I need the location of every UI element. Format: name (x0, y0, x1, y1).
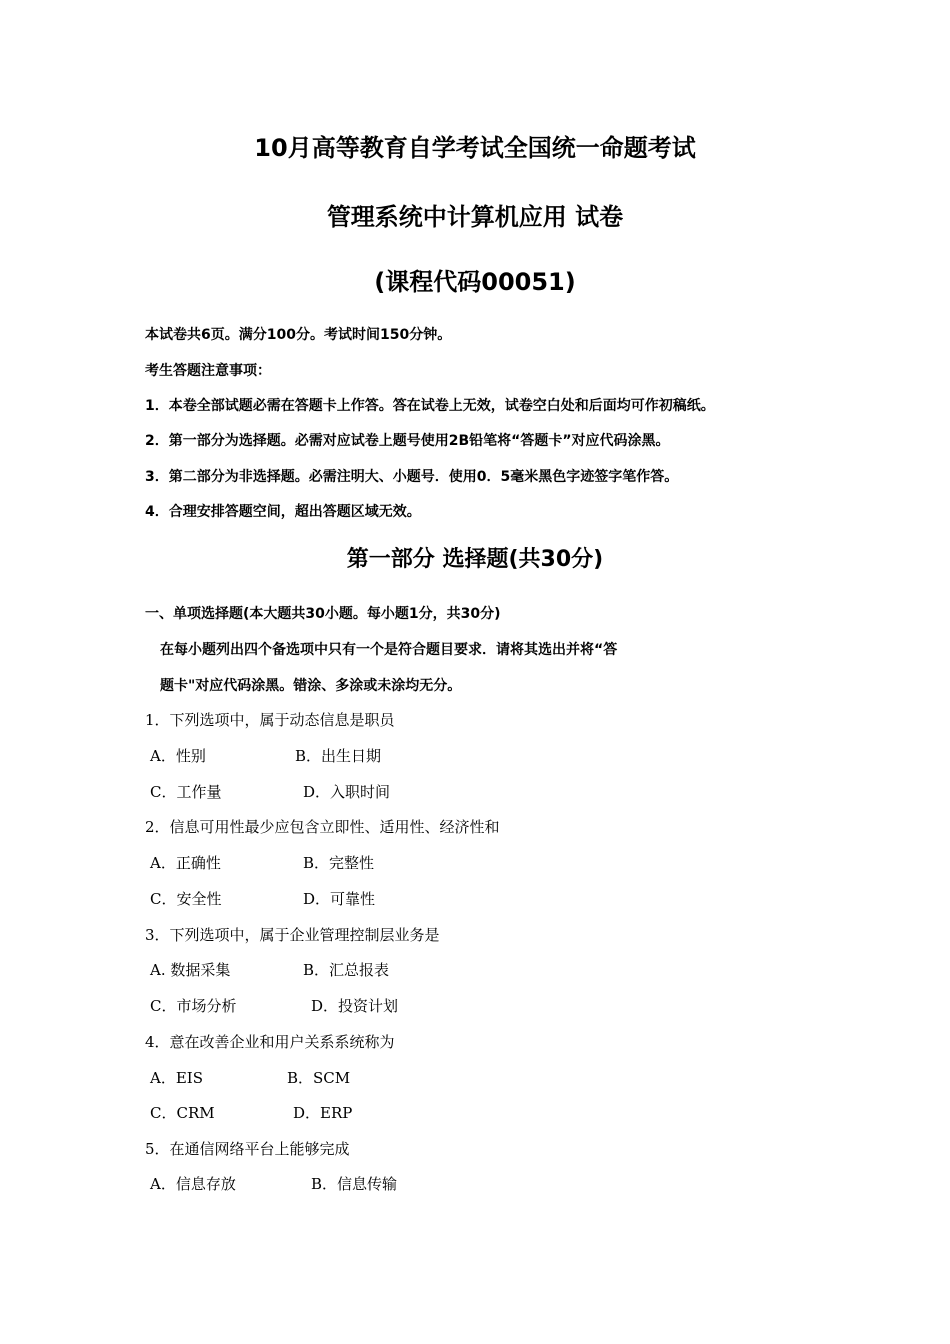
section-heading: 一、单项选择题(本大题共30小题。每小题1分，共30分) (145, 606, 501, 622)
option-b: B．出生日期 (295, 747, 382, 765)
option-a: A．性别 (150, 747, 206, 765)
instruction-line: 在每小题列出四个备选项中只有一个是符合题目要求．请将其选出并将“答 (160, 642, 618, 658)
exam-summary: 本试卷共6页。满分100分。考试时间150分钟。 (145, 327, 452, 343)
question-stem: 5．在通信网络平台上能够完成 (145, 1140, 350, 1158)
notes-heading: 考生答题注意事项： (145, 363, 271, 379)
part1-heading: 第一部分 选择题(共30分) (346, 547, 604, 572)
course-title: 管理系统中计算机应用 试卷 (326, 203, 624, 231)
option-d: D．可靠性 (303, 890, 376, 908)
option-c: C．工作量 (150, 783, 222, 801)
note-item: 4．合理安排答题空间，超出答题区域无效。 (145, 504, 421, 520)
option-b: B．完整性 (303, 854, 375, 872)
option-d: D．入职时间 (303, 783, 391, 801)
note-item: 3．第二部分为非选择题。必需注明大、小题号．使用0．5毫米黑色字迹签字笔作答。 (145, 469, 679, 485)
option-d: D．ERP (293, 1104, 353, 1122)
question-stem: 2．信息可用性最少应包含立即性、适用性、经济性和 (145, 818, 500, 836)
option-c: C．市场分析 (150, 997, 237, 1015)
option-c: C．CRM (150, 1104, 215, 1122)
course-code: (课程代码00051) (374, 268, 576, 296)
option-d: D．投资计划 (311, 997, 399, 1015)
instruction-line: 题卡"对应代码涂黑。错涂、多涂或未涂均无分。 (160, 678, 462, 694)
note-item: 1．本卷全部试题必需在答题卡上作答。答在试卷上无效，试卷空白处和后面均可作初稿纸。 (145, 398, 715, 414)
option-b: B．信息传输 (311, 1175, 398, 1193)
question-stem: 4．意在改善企业和用户关系系统称为 (145, 1033, 395, 1051)
exam-title: 10月高等教育自学考试全国统一命题考试 (254, 134, 696, 162)
option-b: B．SCM (287, 1069, 351, 1087)
option-a: A．EIS (150, 1069, 203, 1087)
question-stem: 3．下列选项中，属于企业管理控制层业务是 (145, 926, 440, 944)
option-a: A. 数据采集 (150, 961, 231, 979)
option-c: C．安全性 (150, 890, 222, 908)
option-a: A．正确性 (150, 854, 221, 872)
option-b: B．汇总报表 (303, 961, 390, 979)
note-item: 2．第一部分为选择题。必需对应试卷上题号使用2B铅笔将“答题卡”对应代码涂黑。 (145, 433, 670, 449)
option-a: A．信息存放 (150, 1175, 236, 1193)
question-stem: 1．下列选项中，属于动态信息是职员 (145, 711, 395, 729)
